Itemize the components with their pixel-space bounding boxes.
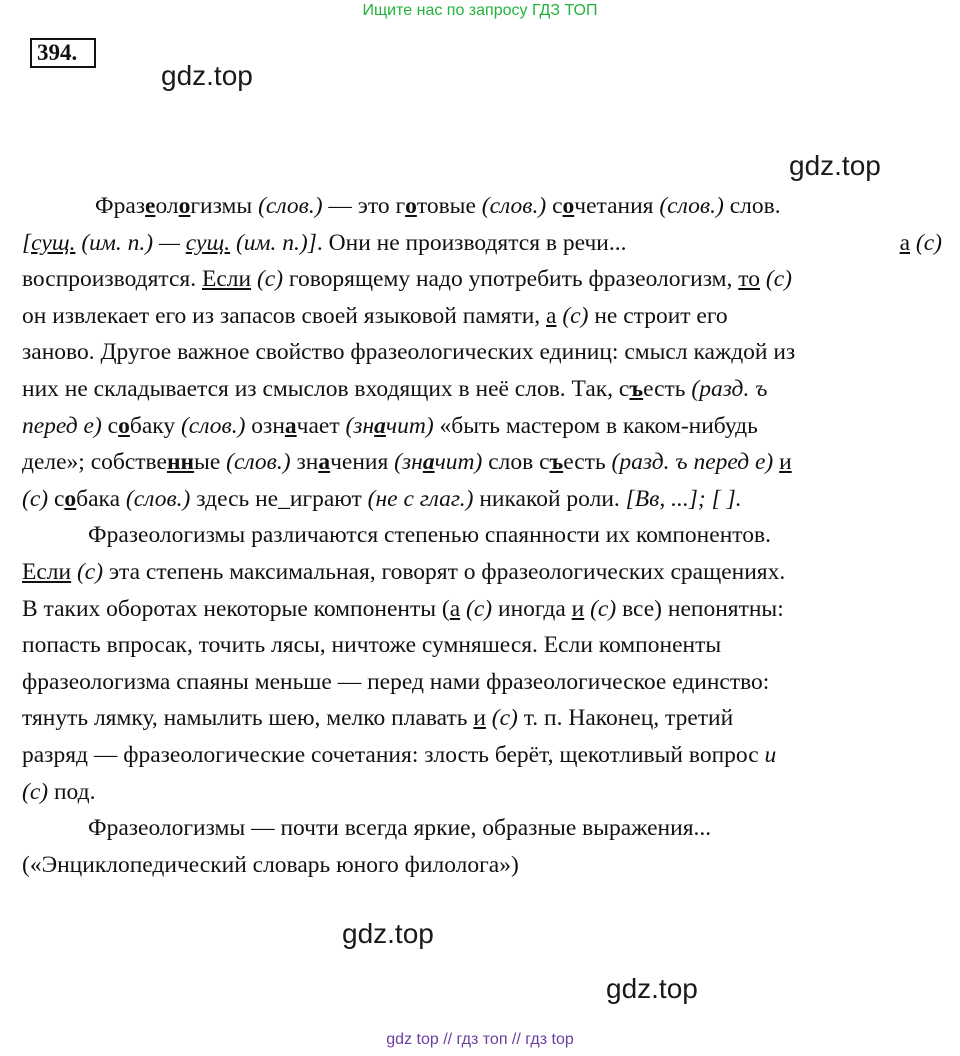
text-line: (с) под. xyxy=(22,778,96,805)
watermark: gdz.top xyxy=(342,918,434,949)
text-line: попасть впросак, точить лясы, ничтоже сумняшеся. Если компоненты xyxy=(22,632,722,659)
text-line: фразеологизма спаяны меньше — перед нами фразеологическое единство: xyxy=(22,668,770,695)
search-banner[interactable]: Ищите нас по запросу ГДЗ ТОП xyxy=(362,2,598,19)
exercise-number: 394. xyxy=(30,38,96,68)
text-line: Если (с) эта степень максимальная, говорят о фразеологических сращениях. xyxy=(22,558,786,585)
text-line: [сущ. (им. п.) — сущ. (им. п.)]. Они не производятся в речи... а (с) xyxy=(22,229,942,256)
text-line: В таких оборотах некоторые компоненты (а (с) иногда и (с) все) непонятны: xyxy=(22,595,784,622)
text-line: разряд — фразеологические сочетания: злость берёт, щекотливый вопрос и xyxy=(22,741,777,768)
text-line: заново. Другое важное свойство фразеологических единиц: смысл каждой из xyxy=(22,339,796,366)
text-line: них не складывается из смыслов входящих в неё слов. Так, съесть (разд. ъ xyxy=(22,375,768,402)
text-line: деле»; собственные (слов.) значения (значит) слов съесть (разд. ъ перед е) и xyxy=(22,449,792,476)
footer-links[interactable]: gdz top // гдз топ // гдз top xyxy=(386,1031,574,1048)
text-line: («Энциклопедический словарь юного филолога») xyxy=(22,851,519,878)
text-line: Фразеологизмы — почти всегда яркие, образные выражения... xyxy=(88,815,712,842)
text-line: (с) собака (слов.) здесь не_играют (не с глаг.) никакой роли. [Вв, ...]; [ ]. xyxy=(22,485,742,512)
text-line: перед е) собаку (слов.) означает (значит) «быть мастером в каком-нибудь xyxy=(22,412,758,439)
text-line: тянуть лямку, намылить шею, мелко плавать и (с) т. п. Наконец, третий xyxy=(22,705,734,732)
watermark: gdz.top xyxy=(606,973,698,1004)
text-line: он извлекает его из запасов своей языковой памяти, а (с) не строит его xyxy=(22,302,728,329)
watermark: gdz.top xyxy=(161,60,253,91)
text-line: Фразеологизмы различаются степенью спаянности их компонентов. xyxy=(88,522,771,549)
text-line: воспроизводятся. Если (с) говорящему надо употребить фразеологизм, то (с) xyxy=(22,266,792,293)
watermark: gdz.top xyxy=(789,150,881,181)
text-line: Фразеологизмы (слов.) — это готовые (слов.) сочетания (слов.) слов. xyxy=(95,193,781,219)
exercise-text xyxy=(22,188,942,883)
